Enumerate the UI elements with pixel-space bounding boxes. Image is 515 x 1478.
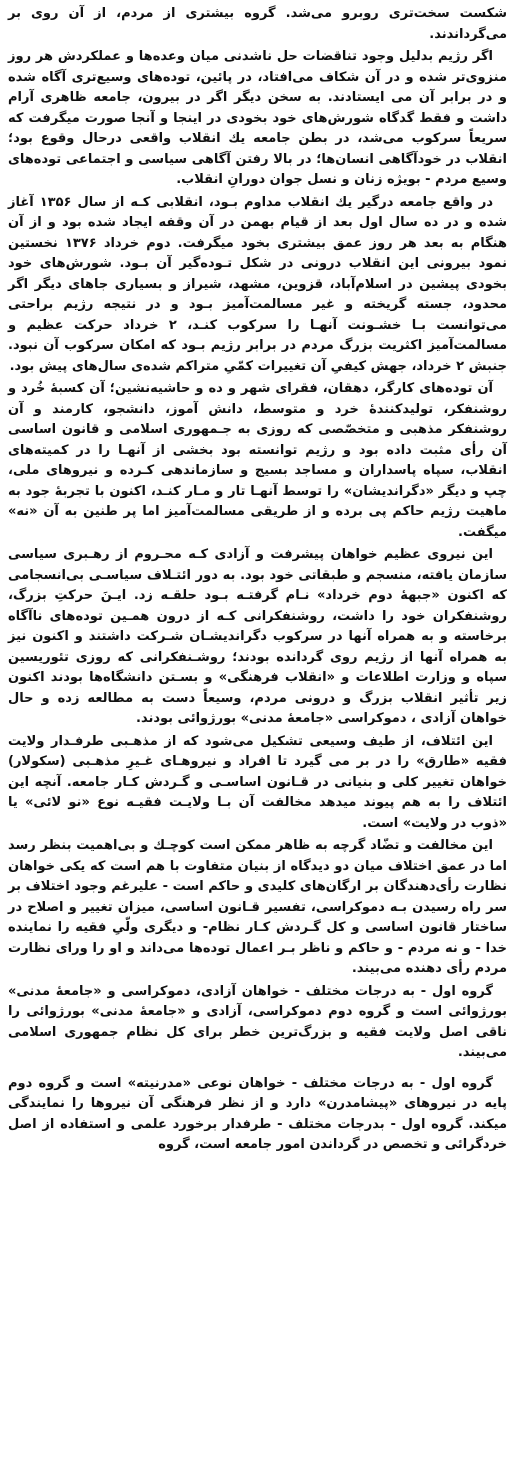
paragraph: اگر رژیم بدلیل وجود تناقضات حل ناشدنی میان وعده‌ها و عملکردش هر روز منزوی‌تر شده و در آن شکاف می‌افتاد، در پائین، توده‌های وسیع‌تری آگاه شده و در برابر آن می ایستادند. به سخن دیگر اگر در بیرون، جامعه ظاهری آرام داشت و فقط گدگاه شورش‌های خود بخودی در اینجا و آنجا صورت میگرفت که سریعاً سرکوب می‌شد، در بطن جامعه یك انقلاب واقعی درحال وقوع بود؛ انقلاب در خودآگاهی انسان‌ها؛ در بالا رفتن آگاهی سیاسی و اجتماعی توده‌های وسیع مردم - بویژه زنان و نسل جوان دورانِ انقلاب.	[8, 49, 507, 187]
paragraph: این نیروی عظیم خواهان پیشرفت و آزادی کـه محـروم از رهـبری سیاسی سازمان یافته، منسجم و طبقاتی خود بود. به دور ائتـلاف سیاسـی بی‌انسجامی که اکنون «جبههٔ دوم خرداد» نـام گرفتـه بـود حلقـه زد. ایـنَ حرکتِ بزرگ، روشنفکران خود را داشت، روشنفکرانی کـه از درون همـین توده‌های ناآگاه برخاسته و به همراه آنها در سرکوب دگراندیشـان شـرکت داشتند و اکنون نیز به همراه آنها از رژیم روی گردانده بودند؛ روشـنفکرانی که روزی تئوریسین سپاه و وزارت اطلاعات و «انقلاب فرهنگی» و بسـتن دانشگاه‌ها بودند اکنون زیر تأثیر انقلاب بزرگ و درونی مردم، وسیعاً دست به مطالعه زده و حال خواهان آزادی ، دموکراسی «جامعهٔ مدنی» بورژوائی بودند.	[8, 547, 507, 726]
paragraph: این ائتلاف، از طیف وسیعی تشکیل می‌شود که از مذهـبی طرفـدار ولایت فقیه «طارق» را در بر می گیرد تا افراد و نیروهـای غـیرِ مذهـبی (سکولار) خواهان تغییر کلی و بنیانی در قـانون اساسـی و گـردش کـار جامعه. آنچه این ائتلاف را به هم پیوند میدهد مخالفت آن بـا ولایـت فقیـه نوع «نو لائی» یا «ذوب در ولایت» است.	[8, 733, 507, 831]
paragraph: گروه اول - به درجات مختلف - خواهان نوعی «مدرنیته» است و گروه دوم پایه در نیروهای «پیشامدرن» دارد و از نظر فرهنگی آن نیروها را نمایندگی میکند. گروه اول - بدرجات مختلف - طرفدار برخورد علمی و استفاده از اصل خردگرائی و تخصص در گرداندن امور جامعه است، گروه	[8, 1075, 507, 1152]
paragraph: گروه اول - به درجات مختلف - خواهان آزادی، دموکراسی و «جامعهٔ مدنی» بورژوائی است و گروه دوم دموکراسی، آزادی و «جامعهٔ مدنی» بورژوائی را ناقی اصل ولایت فقیه و بزرگ‌ترین خطر برای کل نظام جمهوری اسلامی می‌بیند.	[8, 983, 507, 1060]
paragraph: آن توده‌های کارگر، دهقان، فقرای شهر و ده و حاشیه‌نشین؛ آن کسبه‌ٔ خُرد و روشنفکر، تولیدکنندهٔ خرد و متوسط، دانش آموز، دانشجو، کارمند و آن روشنفکر مذهبی و متخصّصی که روزی به جـمهوری اسلامی و قانون اساسی آن رأی مثبت داده بود و رژیم توانسته بود بخشی از آنهـا را در کمیته‌های انقلاب، سپاه پاسداران و مساجد بسیج و سازماندهی کـرده و نیروهای ملی، چپ و دیگر «دگراندیشان» را توسط آنهـا تار و مـار کنـد، اکنون با تجربهٔ جود به ماهیت رژیم حاکم پی برده و از طریقی مسالمت‌آمیز اما پر طنین به آن «نه» میگفت.	[8, 381, 507, 540]
paragraph: در واقع جامعه درگیر یك انقلاب مداوم بـود، انقلابی کـه از سال ۱۳۵۶ آغاز شده و در ده سال اول بعد از قیام بهمن در آن وقفه ایجاد شده بود و از آن هنگام به بعد هر روز عمق بیشتری بخود میگرفت. دوم خرداد ۱۳۷۶ نخستین نمود بیرونی این انقلاب درونی در شکل تـوده‌گیر آن بـود. شورش‌های خود بخودی پیشین در اسلام‌آباد، قزوین، مشهد، شیراز و بسیاری جاهای دیگر اگر محدود، جسته گریخته و غیر مسالمت‌آمیز بـود و در نتیجه رژیم براحتی می‌توانست بـا خشـونت آنهـا را سرکوب کنـد، ۲ خرداد حرکت عظیم و مسالمت‌آمیز اکثریت بزرگ مردم در برابر رژیم بـود که امکان سرکوب آن نبود. جنبش ۲ خرداد، جهش کیفیِ آن تغییرات کمّیِ متراکم شده‌ی سال‌های پیش بود.	[8, 194, 507, 374]
paragraph: این مخالفت و تضّاد گرچه به ظاهر ممکن است کوچـك و بی‌اهمیت بنظر رسد اما در عمق اختلاف میان دو دیدگاه از بنیان متفاوت با هم است که یکی خواهان نظارت رأی‌دهندگان بر ارگان‌های کلیدی و حاکم است - علیرغم وجود اختلاف بر سر راه رسیدن بـه دموکراسی، تفسیر قـانون اساسی، میزان تغییر و اصلاح در ساختار قانون اساسی و کل گـردش کـار نظام- و دیگری ولّیِ فقیه را نماینده خدا - و نه مردم - و حاکم و ناظر بـر اعمال توده‌ها می‌داند و او را ورای نظارت مردم رأی دهنده می‌بیند.	[8, 838, 507, 976]
paragraph: شکست سخت‌تری روبرو می‌شد. گروه بیشتری از مردم، از آن روی بر می‌گرداندند.	[8, 6, 507, 42]
